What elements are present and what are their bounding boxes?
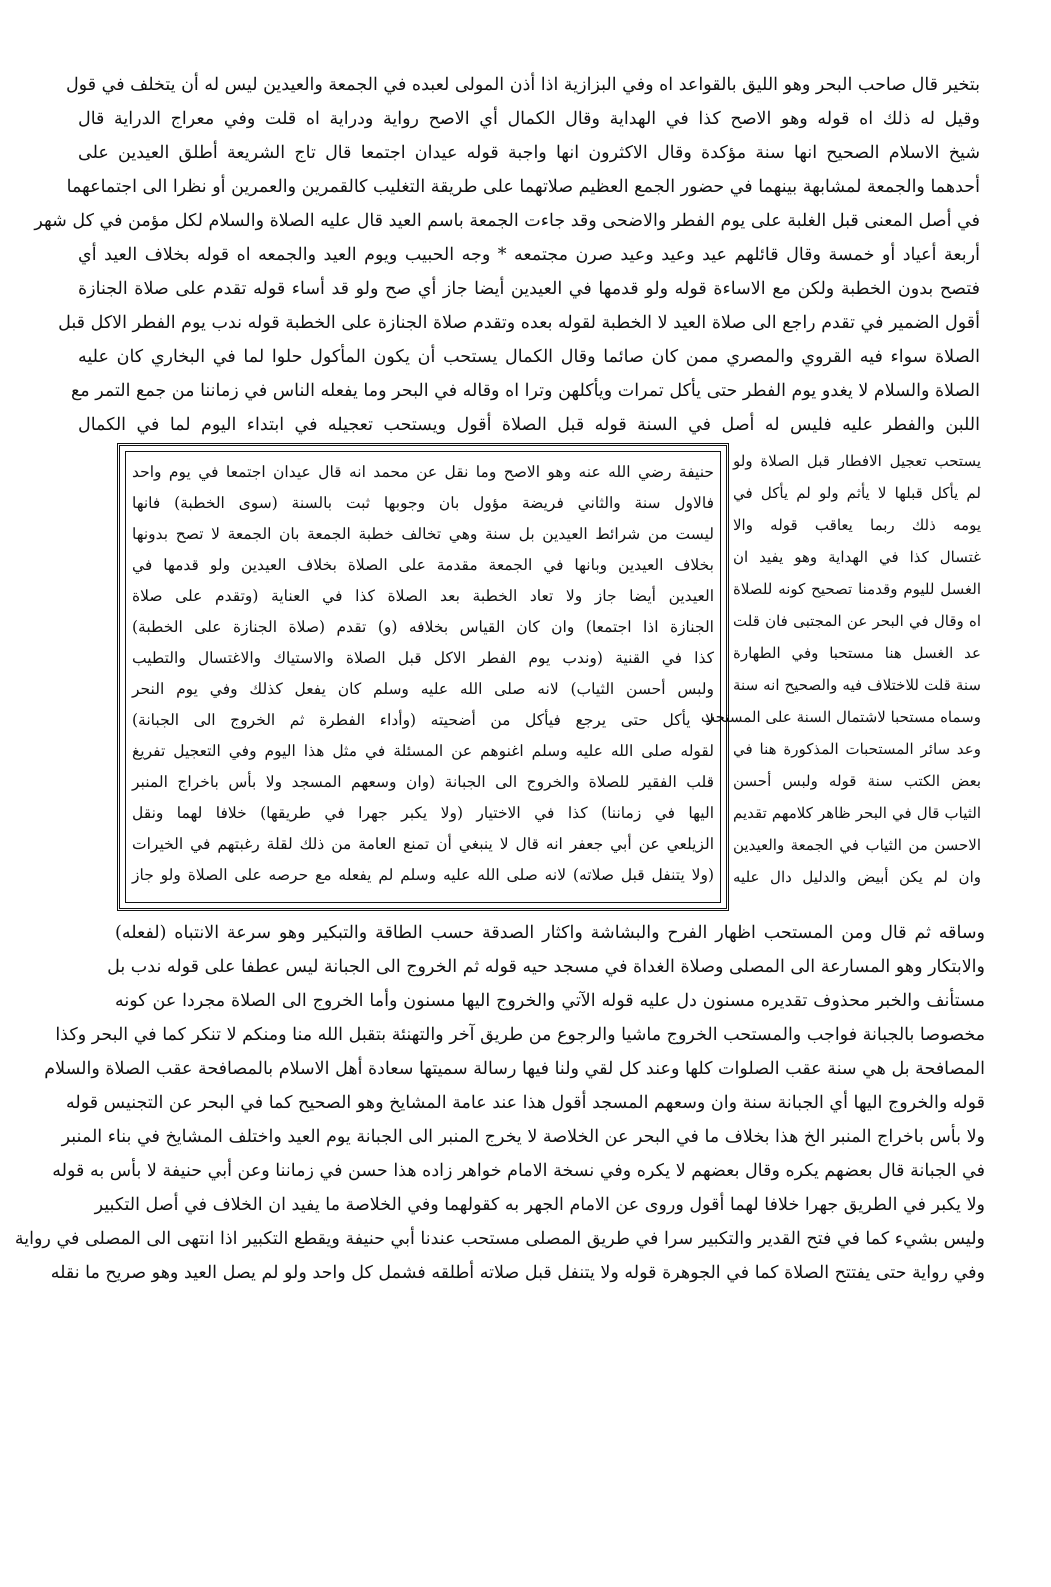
margin-line: بعض الكتب سنة قوله ولبس أحسن (733, 772, 981, 790)
commentary-line: أربعة أعياد أو خمسة وقال قائلهم عيد وعيد وعيد صرن مجتمعه * وجه الحبيب ويوم العيد والجمعه اه قوله بخلاف العيد أي (78, 245, 980, 265)
main-text-line: الجنازة اذا اجتمعا) وان كان القياس بخلافه (و) تقدم (صلاة الجنازة على الخطبة) (132, 618, 714, 636)
margin-line: وعد سائر المستحبات المذكورة هنا في (733, 740, 981, 758)
main-text-line: لا يأكل حتى يرجع فيأكل من أضحيته (وأداء الفطرة ثم الخروج الى الجبانة) (132, 711, 714, 729)
margin-line: يستحب تعجيل الافطار قبل الصلاة ولو (733, 452, 981, 470)
commentary-line: اللبن والفطر عليه فليس له أصل في السنة قوله قبل الصلاة أقول ويستحب تعجيله في ابتداء اليوم لما في الكمال (78, 415, 980, 435)
commentary-line: شيخ الاسلام الصحيح انها سنة مؤكدة وقال الاكثرون انها واجبة قوله عيدان اجتمعا قال تاج الشريعة أطلق العيدين على (78, 143, 980, 163)
commentary-line: ولا يكبر في الطريق جهرا خلافا لهما أقول وروى عن الامام الجهر به كقولهما وفي الخلاصة ما يفيد ان الخلاف في أصل التكبير (94, 1195, 985, 1215)
margin-line: الثياب قال في البحر ظاهر كلامهم تقديم (733, 804, 981, 822)
commentary-line: الصلاة سواء فيه القروي والمصري ممن كان صائما وقال الكمال يستحب أن يكون المأكول حلوا لما في البخاري كان عليه (78, 347, 980, 367)
main-text-line: العيدين أيضا جاز ولا تعاد الخطبة بعد الصلاة كذا في العناية (وتقدم على صلاة (132, 587, 714, 605)
margin-line: الغسل لليوم وقدمنا تصحيح كونه للصلاة (733, 580, 981, 598)
commentary-line: الصلاة والسلام لا يغدو يوم الفطر حتى يأكل تمرات ويأكلهن وترا اه وقاله في البحر وما يفعله الناس في زماننا من جمع التمر مع (70, 381, 980, 401)
commentary-line: وقيل له ذلك اه قوله وهو الاصح كذا في الهداية وقال الكمال أي الاصح رواية ودراية اه قلت وفي معراج الدراية قال (78, 109, 980, 129)
commentary-line: أقول الضمير في تقدم راجع الى صلاة العيد لا الخطبة لقوله بعده وتقدم صلاة الجنازة على الخطبة قوله ندب يوم الفطر الاكل قبل (58, 313, 980, 333)
commentary-line: فتصح بدون الخطبة ولكن مع الاساءة قوله ولو قدمها في العيدين أيضا جاز أي صح ولو قد أساء قوله تقدم على صلاة الجنازة (78, 279, 980, 299)
main-text-line: فالاول سنة والثاني فريضة مؤول بان وجوبها ثبت بالسنة (سوى الخطبة) فانها (132, 494, 714, 512)
commentary-line: وليس بشيء كما في فتح القدير والتكبير سرا في طريق المصلى مستحب عندنا أبي حنيفة ويقطع التكبير اذا انتهى الى المصلى في رواية (14, 1229, 985, 1249)
commentary-line: مخصوصا بالجبانة فواجب والمستحب الخروج ماشيا والرجوع من طريق آخر والتهنئة بتقبل الله منا ومنكم لا تنكر كما في البحر وكذا (55, 1025, 985, 1045)
main-text-line: كذا في القنية (وندب يوم الفطر الاكل قبل الصلاة والاستياك والاغتسال والتطيب (132, 649, 714, 667)
commentary-line: مستأنف والخبر محذوف تقديره مسنون دل عليه قوله الآتي والخروج اليها مسنون وأما الخروج الى الصلاة مجردا عن كونه (115, 991, 985, 1011)
commentary-line: وفي رواية حتى يفتتح الصلاة كما في الجوهرة قوله ولا يتنفل قبل صلاته أطلقه فشمل كل واحد ولو لم يصل العيد وهو صريح ما نقله (50, 1263, 985, 1283)
margin-line: وسماه مستحبا لاشتمال السنة على المستحب (700, 708, 981, 726)
commentary-line: وساقه ثم قال ومن المستحب اظهار الفرح والبشاشة واكثار الصدقة حسب الطاقة والتبكير وهو سرعة الانتباه (لفعله) (115, 923, 985, 943)
commentary-line: ولا بأس باخراج المنبر الخ هذا بخلاف ما في البحر عن الخلاصة لا يخرج المنبر الى الجبانة يوم العيد واختلف المشايخ في بناء المنبر (61, 1127, 985, 1147)
commentary-line: والابتكار وهو المسارعة الى المصلى وصلاة الغداة في مسجد حيه قوله ثم الخروج الى الجبانة ليس عطفا على قوله ندب بل (107, 957, 985, 977)
margin-line: يومه ذلك ربما يعاقب قوله والا (733, 516, 981, 534)
main-text-line: ولبس أحسن الثياب) لانه صلى الله عليه وسلم كان يفعل كذلك وفي يوم النحر (132, 680, 714, 698)
commentary-line: أحدهما والجمعة لمشابهة بينهما في حضور الجمع العظيم صلاتهما على طريقة التغليب كالقمرين والعمرين أو نظرا الى اجتماعهما (66, 177, 980, 197)
main-text-line: ليست من شرائط العيدين بل سنة وهي تخالف خطبة الجمعة بان الجمعة لا تصح بدونها (132, 525, 714, 543)
commentary-line: في أصل المعنى قبل الغلبة على يوم الفطر والاضحى وقد جاءت الجمعة باسم العيد قال عليه الصلاة والسلام لكل مؤمن في كل شهر (34, 211, 980, 231)
main-text-line: بخلاف العيدين وبانها في الجمعة مقدمة على الصلاة بخلاف العيدين ولو قدمها في (132, 556, 714, 574)
main-text-line: الزيلعي عن أبي جعفر انه قال لا ينبغي أن تمنع العامة من ذلك لقلة رغبتهم في الخيرات (132, 835, 714, 853)
main-text-line: اليها في زماننا) كذا في الاختيار (ولا يكبر جهرا في طريقها) خلافا لهما ونقل (132, 804, 714, 822)
commentary-line: بتخير قال صاحب البحر وهو الليق بالقواعد اه وفي البزازية اذا أذن المولى لعبده في الجمعة والعيدين ليس له أن يتخلف في قول (65, 75, 980, 95)
margin-line: عد الغسل هنا مستحبا وفي الطهارة (733, 644, 981, 662)
margin-line: وان لم يكن أبيض والدليل دال عليه (733, 868, 981, 886)
main-text-line: حنيفة رضي الله عنه وهو الاصح وما نقل عن محمد انه قال عيدان اجتمعا في يوم واحد (132, 463, 714, 481)
margin-line: اه وقال في البحر عن المجتبى فان قلت (733, 612, 981, 630)
commentary-line: قوله والخروج اليها أي الجبانة سنة وان وسعهم المسجد أقول هذا عند عامة المشايخ وهو الصحيح كما في البحر عن التجنيس قوله (65, 1093, 985, 1113)
main-text-line: (ولا يتنفل قبل صلاته) لانه صلى الله عليه وسلم لم يفعله مع حرصه على الصلاة ولو جاز (132, 866, 714, 884)
main-text-line: قلب الفقير للصلاة والخروج الى الجبانة (وان وسعهم المسجد ولا بأس باخراج المنبر (132, 773, 714, 791)
margin-line: غتسال كذا في الهداية وهو يفيد ان (733, 548, 981, 566)
main-text-line: لقوله صلى الله عليه وسلم اغنوهم عن المسئلة في مثل هذا اليوم وفي التعجيل تفريغ (132, 742, 714, 760)
commentary-line: المصافحة بل هي سنة عقب الصلوات كلها وعند كل لقي ولنا فيها رسالة سميتها سعادة أهل الاسلام بالمصافحة عقب الصلاة والسلام (44, 1059, 985, 1079)
margin-line: لم يأكل قبلها لا يأثم ولو لم يأكل في (733, 484, 981, 502)
commentary-line: في الجبانة قال بعضهم يكره وقال بعضهم لا يكره وفي نسخة الامام خواهر زاده هذا حسن في زماننا وعن أبي حنيفة لا بأس به قوله (52, 1161, 985, 1181)
margin-line: سنة قلت للاختلاف فيه والصحيح انه سنة (733, 676, 981, 694)
margin-line: الاحسن من الثياب في الجمعة والعيدين (733, 836, 981, 854)
